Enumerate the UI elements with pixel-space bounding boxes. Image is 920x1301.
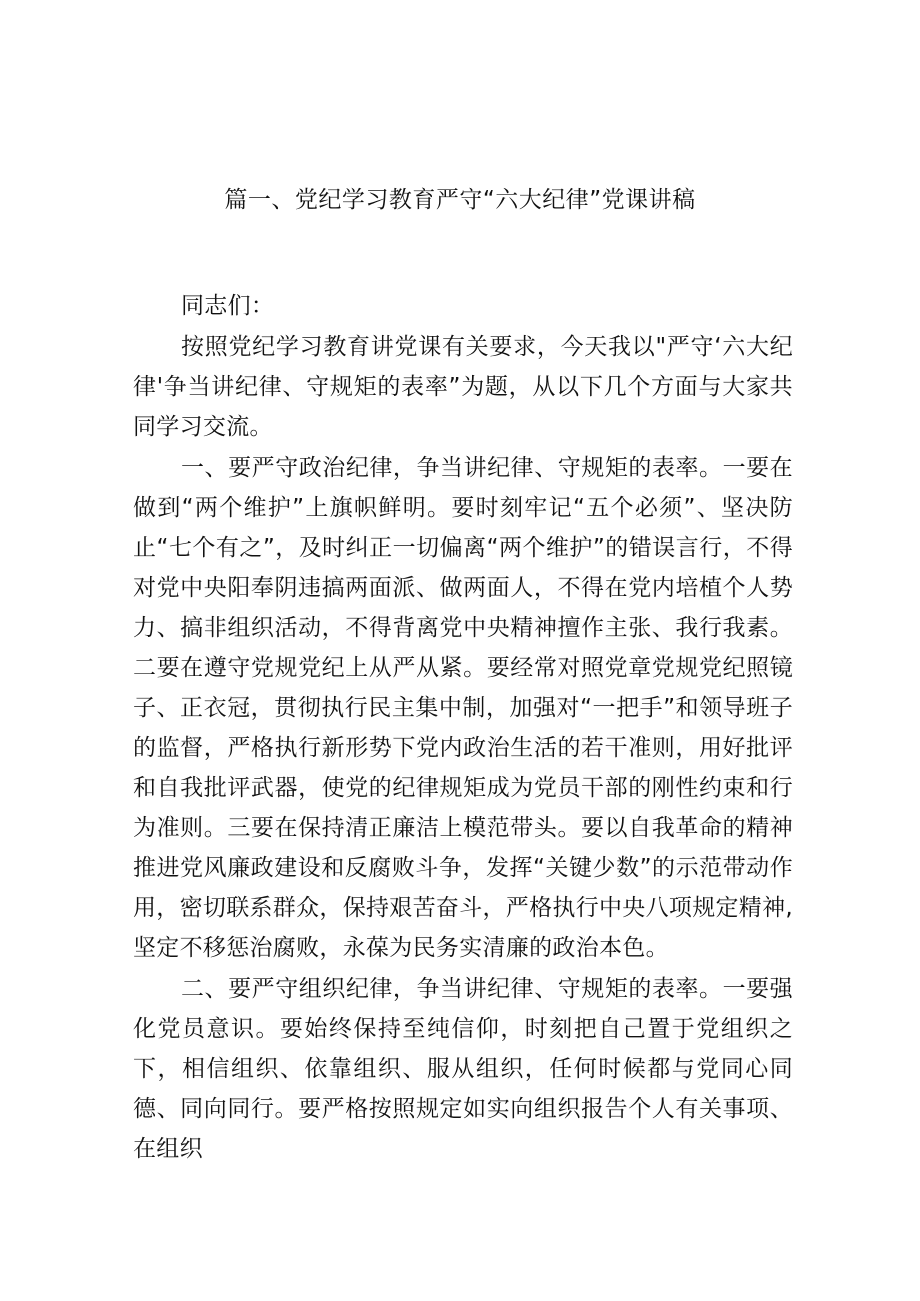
paragraph-political-discipline: 一、要严守政治纪律，争当讲纪律、守规矩的表率。一要在做到“两个维护”上旗帜鲜明。要时刻牢记“五个必须”、坚决防止“七个有之”，及时纠正一切偏离“两个维护”的错误言行，不得对党中央阳奉阴违搞两面派、做两面人，不得在党内培植个人势力、搞非组织活动，不得背离党中央精神擅作主张、我行我素。二要在遵守党规党纪上从严从紧。要经常对照党章党规党纪照镜子、正衣冠，贯彻执行民主集中制，加强对“一把手”和领导班子的监督，严格执行新形势下党内政治生活的若干准则，用好批评和自我批评武器，使党的纪律规矩成为党员干部的刚性约束和行为准则。三要在保持清正廉洁上模范带头。要以自我革命的精神推进党风廉政建设和反腐败斗争，发挥“关键少数”的示范带动作用，密切联系群众，保持艰苦奋斗，严格执行中央八项规定精神,坚定不移惩治腐败，永葆为民务实清廉的政治本色。 [133, 455, 794, 961]
salutation: 同志们： [181, 293, 275, 319]
paragraph-organizational-discipline: 二、要严守组织纪律，争当讲纪律、守规矩的表率。一要强化党员意识。要始终保持至纯信仰，时刻把自己置于党组织之下，相信组织、依靠组织、服从组织，任何时候都与党同心同德、同向同行。要严格按照规定如实向组织报告个人有关事项、在组织 [133, 976, 793, 1162]
document-title: 篇一、党纪学习教育严守“六大纪律”党课讲稿 [224, 187, 696, 213]
paragraph-intro: 按照党纪学习教育讲党课有关要求，今天我以"严守‘六大纪律'争当讲纪律、守规矩的表率”为题，从以下几个方面与大家共同学习交流。 [133, 334, 793, 440]
document-body [133, 286, 793, 1169]
